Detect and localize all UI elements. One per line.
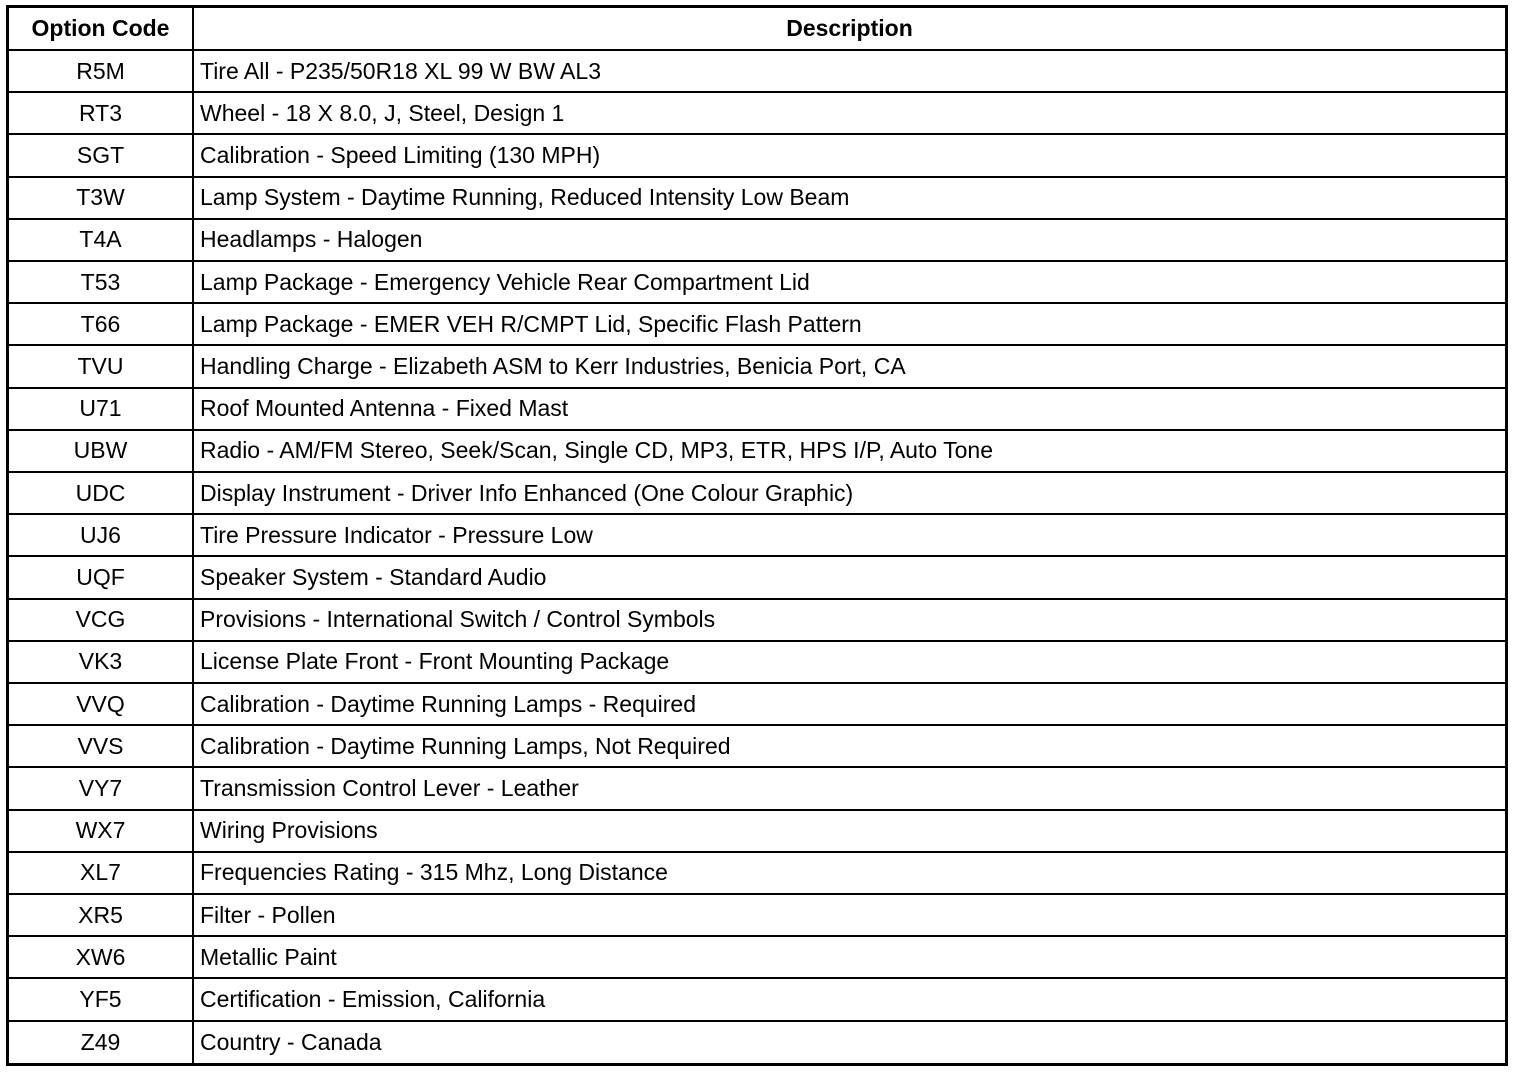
table-row [9,641,1505,683]
description-cell: Headlamps - Halogen [193,219,1505,261]
table-row [9,430,1505,472]
description-cell: Calibration - Daytime Running Lamps, Not Required [193,725,1505,767]
table-row [9,388,1505,430]
table-row [9,725,1505,767]
description-cell: Radio - AM/FM Stereo, Seek/Scan, Single CD, MP3, ETR, HPS I/P, Auto Tone [193,430,1505,472]
table-row [9,978,1505,1020]
option-code-cell: UBW [9,430,193,472]
table-row [9,599,1505,641]
option-code-cell: XR5 [9,894,193,936]
table-row [9,50,1505,92]
option-code-cell: T3W [9,177,193,219]
description-cell: License Plate Front - Front Mounting Package [193,641,1505,683]
description-cell: Handling Charge - Elizabeth ASM to Kerr Industries, Benicia Port, CA [193,345,1505,387]
table-header-row [9,8,1505,50]
option-code-cell: TVU [9,345,193,387]
option-code-table [9,8,1505,1063]
option-code-cell: XL7 [9,852,193,894]
table-row [9,936,1505,978]
description-cell: Lamp Package - EMER VEH R/CMPT Lid, Specific Flash Pattern [193,303,1505,345]
table-row [9,514,1505,556]
description-cell: Wiring Provisions [193,810,1505,852]
table-row [9,134,1505,176]
option-code-cell: VVS [9,725,193,767]
option-code-cell: WX7 [9,810,193,852]
description-cell: Roof Mounted Antenna - Fixed Mast [193,388,1505,430]
table-row [9,261,1505,303]
table-row [9,894,1505,936]
description-cell: Calibration - Daytime Running Lamps - Required [193,683,1505,725]
description-cell: Certification - Emission, California [193,978,1505,1020]
header-option-code: Option Code [9,8,193,50]
table-row [9,177,1505,219]
description-cell: Display Instrument - Driver Info Enhanced (One Colour Graphic) [193,472,1505,514]
option-code-cell: R5M [9,50,193,92]
option-code-cell: T66 [9,303,193,345]
option-code-cell: YF5 [9,978,193,1020]
description-cell: Transmission Control Lever - Leather [193,767,1505,809]
description-cell: Frequencies Rating - 315 Mhz, Long Distance [193,852,1505,894]
description-cell: Tire All - P235/50R18 XL 99 W BW AL3 [193,50,1505,92]
table-row [9,472,1505,514]
option-code-cell: XW6 [9,936,193,978]
description-cell: Calibration - Speed Limiting (130 MPH) [193,134,1505,176]
table-row [9,1021,1505,1063]
option-code-cell: RT3 [9,92,193,134]
option-code-cell: VK3 [9,641,193,683]
option-code-cell: U71 [9,388,193,430]
description-cell: Metallic Paint [193,936,1505,978]
description-cell: Lamp Package - Emergency Vehicle Rear Compartment Lid [193,261,1505,303]
table-row [9,219,1505,261]
description-cell: Wheel - 18 X 8.0, J, Steel, Design 1 [193,92,1505,134]
header-description: Description [193,8,1505,50]
description-cell: Country - Canada [193,1021,1505,1063]
option-code-cell: T53 [9,261,193,303]
option-code-cell: T4A [9,219,193,261]
table-row [9,92,1505,134]
option-code-cell: UJ6 [9,514,193,556]
option-code-cell: VCG [9,599,193,641]
table-row [9,810,1505,852]
option-code-cell: UQF [9,556,193,598]
option-code-cell: VY7 [9,767,193,809]
table-row [9,852,1505,894]
table-row [9,303,1505,345]
option-code-cell: SGT [9,134,193,176]
description-cell: Tire Pressure Indicator - Pressure Low [193,514,1505,556]
table-row [9,767,1505,809]
description-cell: Provisions - International Switch / Control Symbols [193,599,1505,641]
table-body [9,50,1505,1063]
option-code-cell: UDC [9,472,193,514]
table-row [9,345,1505,387]
option-code-cell: Z49 [9,1021,193,1063]
description-cell: Speaker System - Standard Audio [193,556,1505,598]
table-row [9,556,1505,598]
description-cell: Lamp System - Daytime Running, Reduced Intensity Low Beam [193,177,1505,219]
table-row [9,683,1505,725]
option-code-table-container [6,5,1508,1066]
option-code-cell: VVQ [9,683,193,725]
description-cell: Filter - Pollen [193,894,1505,936]
